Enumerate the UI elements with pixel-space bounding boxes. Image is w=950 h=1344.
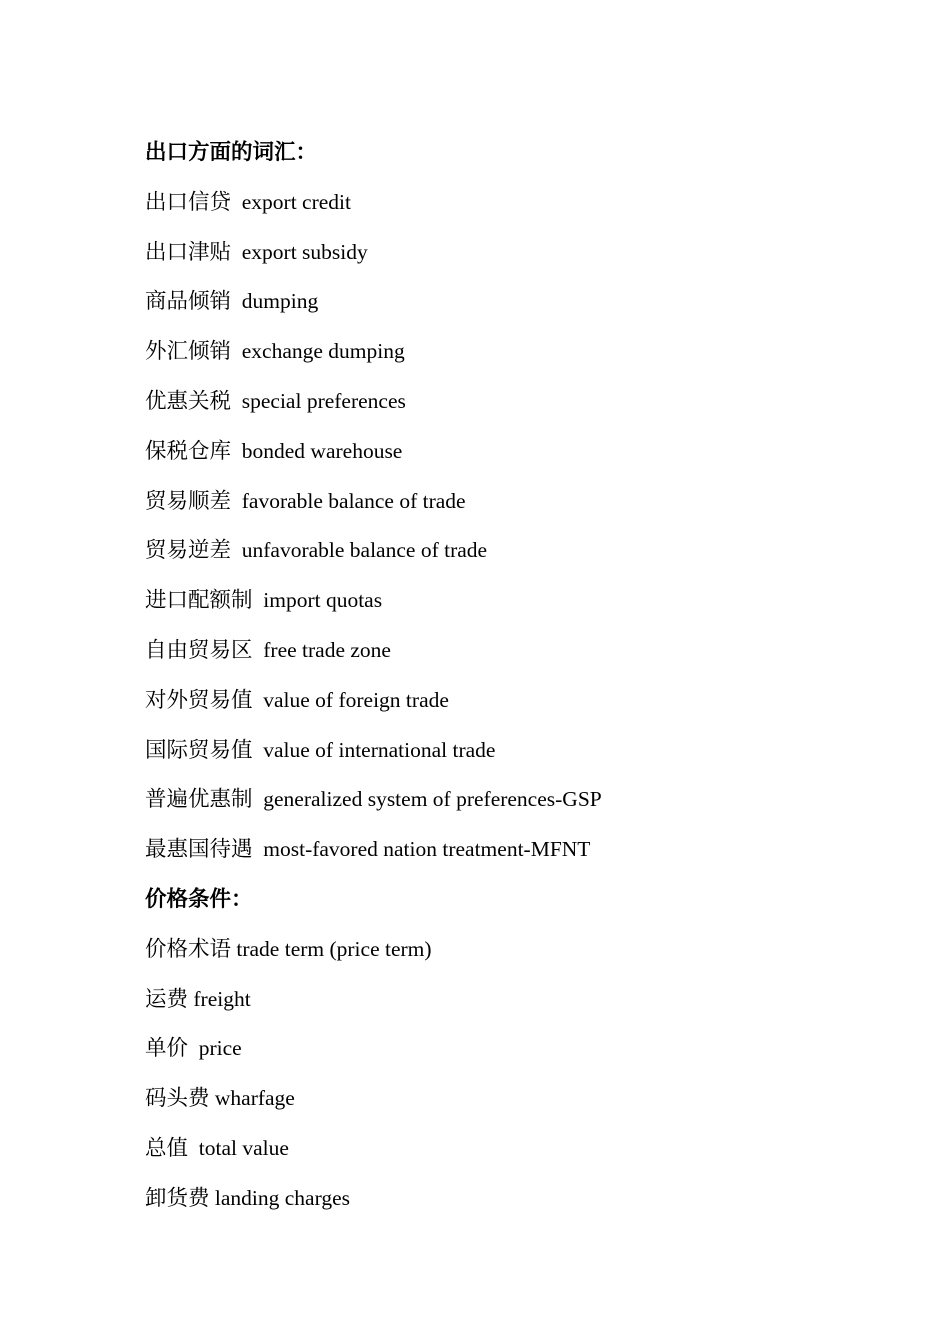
document-page (145, 132, 905, 1228)
vocab-entry: 出口信贷 export credit (145, 189, 351, 214)
section-heading-export: 出口方面的词汇： (145, 140, 318, 164)
vocab-entry: 价格术语 trade term (price term) (145, 936, 432, 961)
vocab-entry: 总值 total value (145, 1135, 289, 1160)
section-heading-price: 价格条件： (145, 886, 253, 911)
vocab-entry: 外汇倾销 exchange dumping (145, 339, 405, 364)
vocab-entry: 国际贸易值 value of international trade (145, 737, 496, 762)
vocab-entry: 单价 price (145, 1036, 242, 1061)
vocab-entry: 卸货费 landing charges (145, 1185, 351, 1210)
vocab-entry: 保税仓库 bonded warehouse (145, 438, 403, 463)
vocab-entry: 普遍优惠制 generalized system of preferences-GSP (145, 787, 602, 812)
vocab-entry: 自由贸易区 free trade zone (145, 637, 391, 662)
vocab-entry: 优惠关税 special preferences (145, 388, 406, 413)
vocab-entry: 出口津贴 export subsidy (145, 239, 368, 264)
vocab-entry: 贸易顺差 favorable balance of trade (145, 488, 466, 513)
vocab-entry: 商品倾销 dumping (145, 289, 319, 314)
vocab-entry: 运费 freight (145, 986, 251, 1011)
vocab-entry: 对外贸易值 value of foreign trade (145, 687, 449, 712)
vocab-entry: 码头费 wharfage (145, 1086, 295, 1111)
vocab-entry: 最惠国待遇 most-favored nation treatment-MFNT (145, 837, 591, 862)
vocab-entry: 进口配额制 import quotas (145, 588, 383, 613)
vocab-entry: 贸易逆差 unfavorable balance of trade (145, 538, 488, 563)
